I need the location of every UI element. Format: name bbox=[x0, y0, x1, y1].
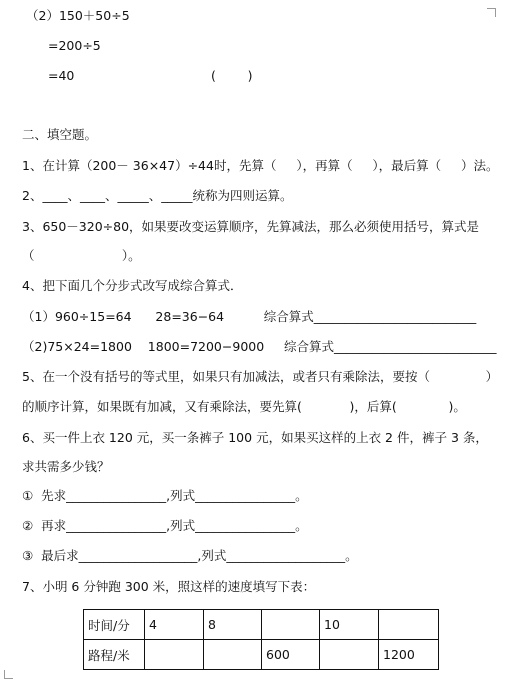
table-cell bbox=[379, 610, 439, 640]
problem2-judge-blank: ( ) bbox=[211, 68, 253, 83]
question-4-row1: （1）960÷15=64 28=36−64 综合算式__________________________ bbox=[22, 309, 477, 324]
question-4-row2: （2)75×24=1800 1800=7200−9000 综合算式__________________________ bbox=[22, 339, 497, 354]
table-cell bbox=[262, 610, 320, 640]
table-cell bbox=[145, 640, 204, 670]
table-cell: 路程/米 bbox=[84, 640, 145, 670]
question-5-line1: 5、在一个没有括号的等式里，如果只有加减法，或者只有乘除法，要按（ ） bbox=[22, 369, 499, 384]
table-cell bbox=[204, 640, 262, 670]
question-2: 2、____、____、_____、_____统称为四则运算。 bbox=[22, 188, 293, 203]
table-row bbox=[84, 610, 439, 640]
table-cell: 10 bbox=[320, 610, 379, 640]
table-cell: 时间/分 bbox=[84, 610, 145, 640]
problem2-step1: =200÷5 bbox=[48, 38, 101, 53]
question-3-line2: （ ）。 bbox=[22, 248, 141, 263]
table-cell: 1200 bbox=[379, 640, 439, 670]
table-cell bbox=[320, 640, 379, 670]
page-corner-mark bbox=[487, 8, 496, 17]
question-6-answer-1: ① 先求________________,列式________________。 bbox=[22, 488, 308, 503]
question-6-answer-3: ③ 最后求___________________,列式___________________。 bbox=[22, 548, 358, 563]
question-6-answer-2: ② 再求________________,列式________________。 bbox=[22, 518, 308, 533]
table-cell: 600 bbox=[262, 640, 320, 670]
question-7-title: 7、小明 6 分钟跑 300 米，照这样的速度填写下表： bbox=[22, 579, 316, 594]
table-cell: 4 bbox=[145, 610, 204, 640]
question-6-line2: 求共需多少钱？ bbox=[22, 459, 110, 474]
problem2-step2: =40 bbox=[48, 68, 75, 83]
table-row bbox=[84, 640, 439, 670]
question-5-line2: 的顺序计算，如果既有加减，又有乘除法，要先算( )，后算( )。 bbox=[22, 399, 466, 414]
section-title: 二、填空题。 bbox=[22, 127, 98, 142]
question-1: 1、在计算（200－ 36×47）÷44时，先算（ ），再算（ ），最后算（ ）法。 bbox=[22, 158, 499, 173]
problem2-expression: （2）150＋50÷5 bbox=[26, 8, 130, 23]
question-4-title: 4、把下面几个分步式改写成综合算式． bbox=[22, 278, 243, 293]
question-3-line1: 3、650－320÷80，如果要改变运算顺序，先算减法，那么必须使用括号，算式是 bbox=[22, 219, 480, 234]
page-corner-mark bbox=[4, 670, 13, 679]
question-6-line1: 6、买一件上衣 120 元，买一条裤子 100 元，如果买这样的上衣 2 件，裤子 3 条， bbox=[22, 430, 488, 445]
speed-table bbox=[83, 609, 439, 670]
table-cell: 8 bbox=[204, 610, 262, 640]
